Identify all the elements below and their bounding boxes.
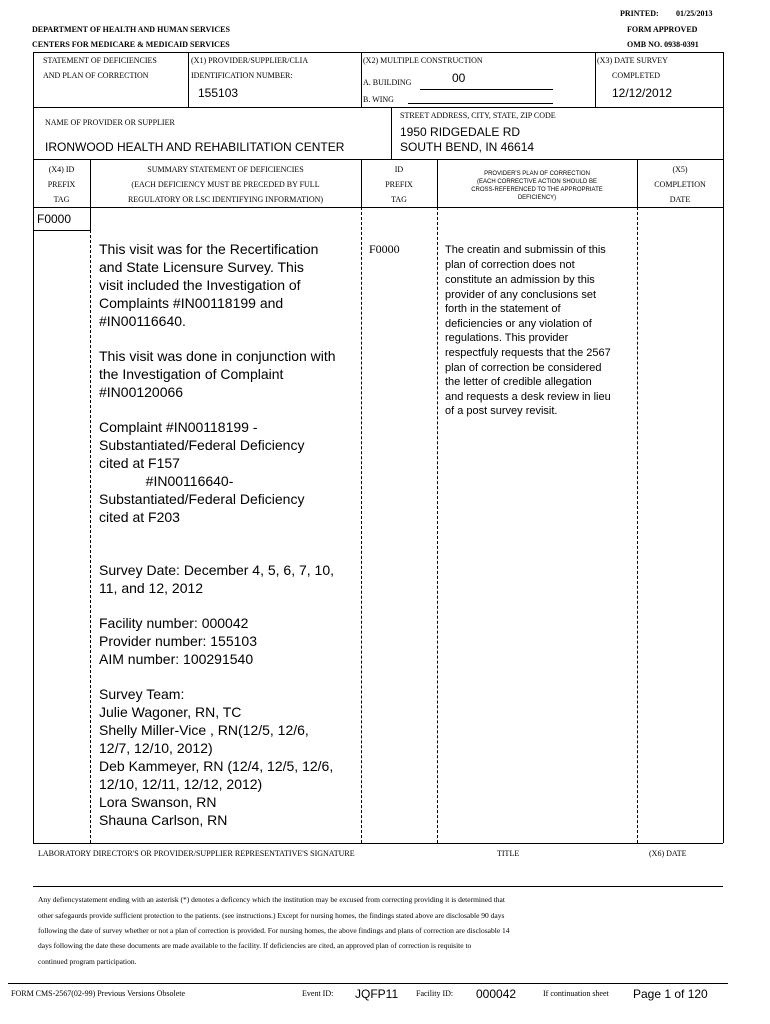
footnote-line: following the date of survey whether or not a plan of correction is provided. For nursing homes, the above findings and plans of correction are disclosable 14 bbox=[38, 926, 510, 935]
summary-header-2: (EACH DEFICIENCY MUST BE PRECEDED BY FULL bbox=[131, 180, 320, 189]
x3-label-2: COMPLETED bbox=[612, 71, 660, 80]
facility-id-value: 000042 bbox=[476, 987, 517, 1001]
facility-id-label: Facility ID: bbox=[416, 989, 454, 998]
survey-date-value: 12/12/2012 bbox=[612, 86, 673, 100]
summary-right-dashed bbox=[361, 207, 362, 843]
summary-header-1: SUMMARY STATEMENT OF DEFICIENCIES bbox=[147, 165, 304, 174]
wing-underline bbox=[408, 103, 553, 104]
summary-line: Substantiated/Federal Deficiency bbox=[99, 491, 305, 507]
printed-date: 01/25/2013 bbox=[676, 9, 713, 18]
form-number: FORM CMS-2567(02-99) Previous Versions Obsolete bbox=[11, 989, 186, 998]
form-approved: FORM APPROVED bbox=[627, 25, 698, 34]
footnote-line: days following the date these documents are made available to the facility. If deficiencies are cited, an approved plan of correction is requisite to bbox=[38, 941, 472, 950]
footer-top-line bbox=[8, 983, 728, 984]
x4-id-label: (X4) ID bbox=[48, 165, 75, 174]
provider-id-value: 155103 bbox=[198, 86, 239, 100]
poc-header-4: DEFICIENCY) bbox=[517, 195, 557, 201]
x1-label-2: IDENTIFICATION NUMBER: bbox=[191, 71, 293, 80]
building-value: 00 bbox=[452, 71, 466, 85]
summary-line: cited at F203 bbox=[99, 509, 180, 525]
summary-line: Substantiated/Federal Deficiency bbox=[99, 437, 305, 453]
poc-line: and requests a desk review in lieu bbox=[445, 391, 611, 403]
summary-header-3: REGULATORY OR LSC IDENTIFYING INFORMATION) bbox=[127, 195, 324, 204]
summary-line: visit included the Investigation of bbox=[99, 277, 301, 293]
summary-line: #IN00116640- bbox=[99, 473, 234, 489]
x2-label: (X2) MULTIPLE CONSTRUCTION bbox=[363, 56, 483, 65]
poc-line: of a post survey revisit. bbox=[445, 405, 558, 417]
summary-line: Survey Team: bbox=[99, 686, 185, 702]
id-label: ID bbox=[394, 165, 404, 174]
summary-line: 12/7, 12/10, 2012) bbox=[99, 740, 213, 756]
poc-right-dashed bbox=[637, 207, 638, 843]
poc-header-2: (EACH CORRECTIVE ACTION SHOULD BE bbox=[476, 179, 598, 185]
statement-label-2: AND PLAN OF CORRECTION bbox=[43, 71, 149, 80]
summary-line: #IN00116640. bbox=[99, 313, 186, 329]
printed-label: PRINTED: bbox=[620, 9, 659, 18]
x5-label: (X5) bbox=[672, 165, 688, 174]
summary-line: and State Licensure Survey. This bbox=[99, 259, 304, 275]
summary-line: Shelly Miller-Vice , RN(12/5, 12/6, bbox=[99, 722, 309, 738]
x3-label-1: (X3) DATE SURVEY bbox=[597, 56, 668, 65]
summary-line: Complaints #IN00118199 and bbox=[99, 295, 284, 311]
x6-date-label: (X6) DATE bbox=[649, 849, 687, 858]
poc-line: regulations. This provider bbox=[445, 332, 569, 344]
building-underline bbox=[420, 89, 553, 90]
provider-box-bottom-line bbox=[33, 159, 723, 160]
summary-line: Complaint #IN00118199 - bbox=[99, 419, 258, 435]
poc-line: plan of correction be considered bbox=[445, 362, 602, 374]
provider-box-divider bbox=[391, 107, 392, 159]
poc-line: The creatin and submissin of this bbox=[445, 244, 606, 256]
agency-name: DEPARTMENT OF HEALTH AND HUMAN SERVICES bbox=[32, 25, 230, 34]
top-box-divider-3 bbox=[595, 52, 596, 107]
summary-line: 12/10, 12/11, 12/12, 2012) bbox=[99, 776, 263, 792]
poc-line: plan of correction does not bbox=[445, 259, 575, 271]
prefix-cell-right-line bbox=[90, 207, 91, 230]
frame-right-line bbox=[723, 52, 724, 843]
summary-line: Julie Wagoner, RN, TC bbox=[99, 704, 242, 720]
completion-label: COMPLETION bbox=[654, 180, 706, 189]
signature-label: LABORATORY DIRECTOR'S OR PROVIDER/SUPPLIER REPRESENTATIVE'S SIGNATURE bbox=[38, 849, 355, 858]
poc-line: forth in the statement of bbox=[445, 303, 561, 315]
summary-line: This visit was for the Recertification bbox=[99, 241, 319, 257]
event-id-value: JQFP11 bbox=[355, 987, 399, 1001]
summary-line: Lora Swanson, RN bbox=[99, 794, 217, 810]
footnote-line: Any defiencystatement ending with an asterisk (*) denotes a deficency which the institution may be excused from correcting providing it is determined that bbox=[38, 895, 505, 904]
summary-line: the Investigation of Complaint bbox=[99, 366, 284, 382]
poc-line: provider of any conclusions set bbox=[445, 289, 597, 301]
city-state-zip: SOUTH BEND, IN 46614 bbox=[400, 140, 535, 154]
prefix-cell-bottom-line bbox=[33, 230, 90, 231]
tag-label: TAG bbox=[53, 195, 70, 204]
summary-line: Shauna Carlson, RN bbox=[99, 812, 228, 828]
top-box-bottom-line bbox=[33, 107, 723, 108]
page-number: Page 1 of 120 bbox=[633, 987, 708, 1001]
title-label: TITLE bbox=[497, 849, 520, 858]
summary-line: 11, and 12, 2012 bbox=[99, 580, 204, 596]
omb-number: OMB NO. 0938-0391 bbox=[627, 40, 699, 49]
top-box-divider-2 bbox=[361, 52, 362, 107]
frame-top-line bbox=[33, 52, 723, 53]
continuation-label: If continuation sheet bbox=[543, 989, 609, 998]
summary-line: Survey Date: December 4, 5, 6, 7, 10, bbox=[99, 562, 335, 578]
poc-line: constitute an admission by this bbox=[445, 274, 595, 286]
x1-label-1: (X1) PROVIDER/SUPPLIER/CLIA bbox=[191, 56, 309, 65]
summary-line: AIM number: 100291540 bbox=[99, 651, 254, 667]
date-label: DATE bbox=[669, 195, 691, 204]
street-address: 1950 RIDGEDALE RD bbox=[400, 125, 521, 139]
poc-left-dashed bbox=[437, 207, 438, 843]
footnote-line: other safegaurds provide sufficient protection to the patients. (see instructions.) Except for nursing homes, the findings stated above are disclosable 90 days bbox=[38, 911, 505, 920]
poc-line: respectfuly requests that the 2567 bbox=[445, 347, 611, 359]
id-tag-value: F0000 bbox=[369, 242, 400, 256]
summary-line: #IN00120066 bbox=[99, 384, 184, 400]
event-id-label: Event ID: bbox=[302, 989, 334, 998]
wing-label: B. WING bbox=[363, 95, 394, 104]
summary-left-dashed bbox=[90, 230, 91, 843]
summary-line: Deb Kammeyer, RN (12/4, 12/5, 12/6, bbox=[99, 758, 334, 774]
frame-bottom-line bbox=[33, 843, 723, 844]
summary-line: cited at F157 bbox=[99, 455, 180, 471]
address-label: STREET ADDRESS, CITY, STATE, ZIP CODE bbox=[400, 111, 556, 120]
poc-line: the letter of credible allegation bbox=[445, 376, 592, 388]
centers-name: CENTERS FOR MEDICARE & MEDICAID SERVICES bbox=[32, 40, 230, 49]
summary-line: This visit was done in conjunction with bbox=[99, 348, 336, 364]
poc-line: deficiencies or any violation of bbox=[445, 318, 592, 330]
summary-line: Facility number: 000042 bbox=[99, 615, 249, 631]
statement-label-1: STATEMENT OF DEFICIENCIES bbox=[43, 56, 157, 65]
provider-name-value: IRONWOOD HEALTH AND REHABILITATION CENTER bbox=[45, 140, 345, 154]
summary-line: Provider number: 155103 bbox=[99, 633, 257, 649]
signature-bottom-line bbox=[33, 886, 723, 887]
footnote-line: continued program participation. bbox=[38, 957, 137, 966]
prefix-label-2: PREFIX bbox=[385, 180, 413, 189]
poc-header-3: CROSS-REFERENCED TO THE APPROPRIATE bbox=[471, 187, 603, 193]
prefix-tag-value: F0000 bbox=[37, 212, 72, 226]
tag-label-2: TAG bbox=[391, 195, 407, 204]
col-header-bottom-line bbox=[33, 207, 723, 208]
top-box-divider-1 bbox=[188, 52, 189, 107]
provider-name-label: NAME OF PROVIDER OR SUPPLIER bbox=[45, 118, 175, 127]
poc-header-1: PROVIDER'S PLAN OF CORRECTION bbox=[484, 171, 590, 177]
building-label: A. BUILDING bbox=[363, 78, 412, 87]
prefix-label: PREFIX bbox=[47, 180, 76, 189]
